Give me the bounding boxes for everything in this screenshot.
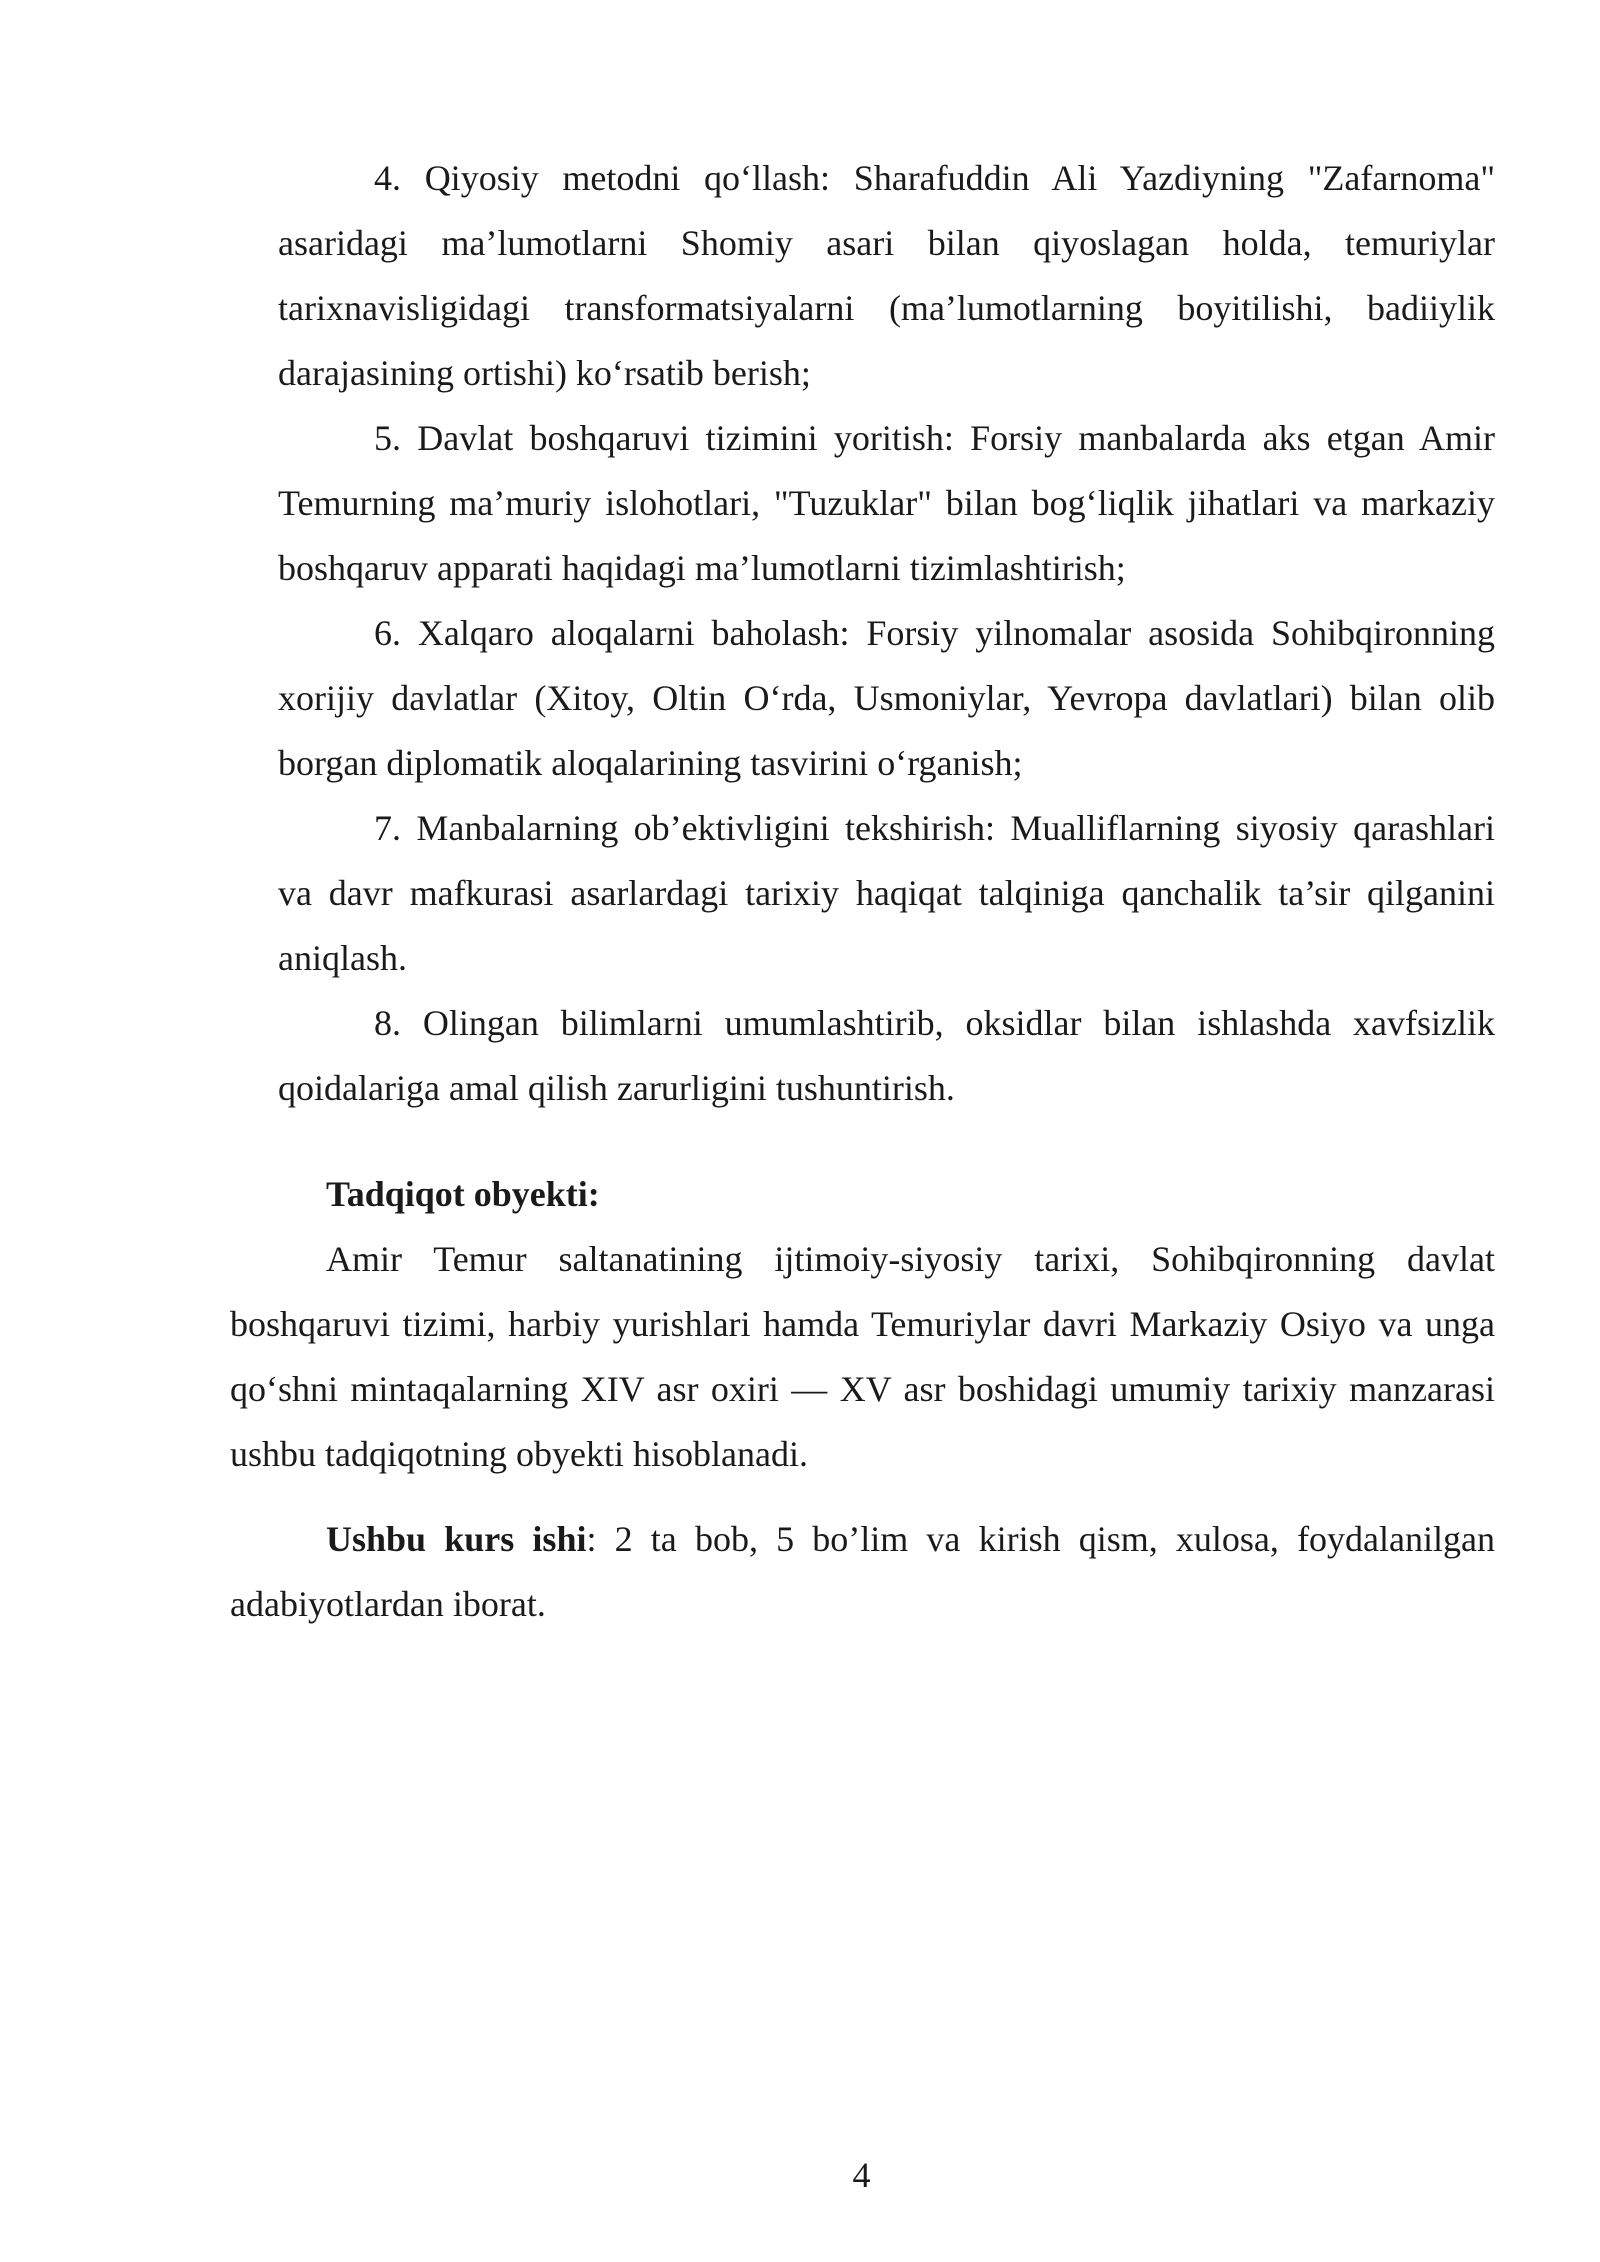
list-item-text: Davlat boshqaruvi tizimini yoritish: Forsiy manbalarda aks etgan Amir Temurning ma’muriy islohotlari, "Tuzuklar" bilan bog‘liqlik jihatlari va markaziy boshqaruv apparati haqidagi ma’lumotlarni tizimlashtirish;	[278, 418, 1496, 588]
list-item-text: Xalqaro aloqalarni baholash: Forsiy yilnomalar asosida Sohibqironning xorijiy davlatlar (Xitoy, Oltin O‘rda, Usmoniylar, Yevropa davlatlari) bilan olib borgan diplomatik aloqalarining tasvirini o‘rganish;	[278, 613, 1495, 783]
research-object-section	[230, 1162, 1495, 1637]
list-item-6	[230, 601, 1495, 796]
structure-paragraph	[230, 1507, 1495, 1637]
list-item-number: 6.	[374, 613, 401, 653]
section-heading: Tadqiqot obyekti:	[326, 1174, 600, 1214]
page-number: 4	[852, 2155, 871, 2195]
list-item-text: Olingan bilimlarni umumlashtirib, oksidlar bilan ishlashda xavfsizlik qoidalariga amal qilish zarurligini tushuntirish.	[278, 1003, 1496, 1108]
structure-label: Ushbu kurs ishi	[326, 1519, 587, 1559]
objectives-list	[230, 146, 1495, 1121]
list-item-5	[230, 406, 1495, 601]
list-item-number: 8.	[374, 1003, 401, 1043]
list-item-text: Manbalarning ob’ektivligini tekshirish: Mualliflarning siyosiy qarashlari va davr mafkurasi asarlardagi tarixiy haqiqat talqiniga qanchalik ta’sir qilganini aniqlash.	[278, 808, 1496, 978]
list-item-number: 4.	[374, 158, 401, 198]
structure-text: : 2 ta bob, 5 bo’lim va kirish qism, xulosa, foydalanilgan adabiyotlardan iborat.	[230, 1519, 1495, 1624]
list-item-7	[230, 796, 1495, 991]
list-item-number: 7.	[374, 808, 401, 848]
list-item-4	[230, 146, 1495, 406]
list-item-text: Qiyosiy metodni qo‘llash: Sharafuddin Ali Yazdiyning "Zafarnoma" asaridagi ma’lumotlarni Shomiy asari bilan qiyoslagan holda, temuriylar tarixnavisligidagi transformatsiyalarni (ma’lumotlarning boyitilishi, badiiylik darajasining ortishi) ko‘rsatib berish;	[278, 158, 1496, 393]
list-item-8	[230, 991, 1495, 1121]
section-paragraph: Amir Temur saltanatining ijtimoiy-siyosiy tarixi, Sohibqironning davlat boshqaruvi tizimi, harbiy yurishlari hamda Temuriylar davri Markaziy Osiyo va unga qo‘shni mintaqalarning XIV asr oxiri — XV asr boshidagi umumiy tarixiy manzarasi ushbu tadqiqotning obyekti hisoblanadi.	[230, 1239, 1495, 1474]
list-item-number: 5.	[374, 418, 401, 458]
